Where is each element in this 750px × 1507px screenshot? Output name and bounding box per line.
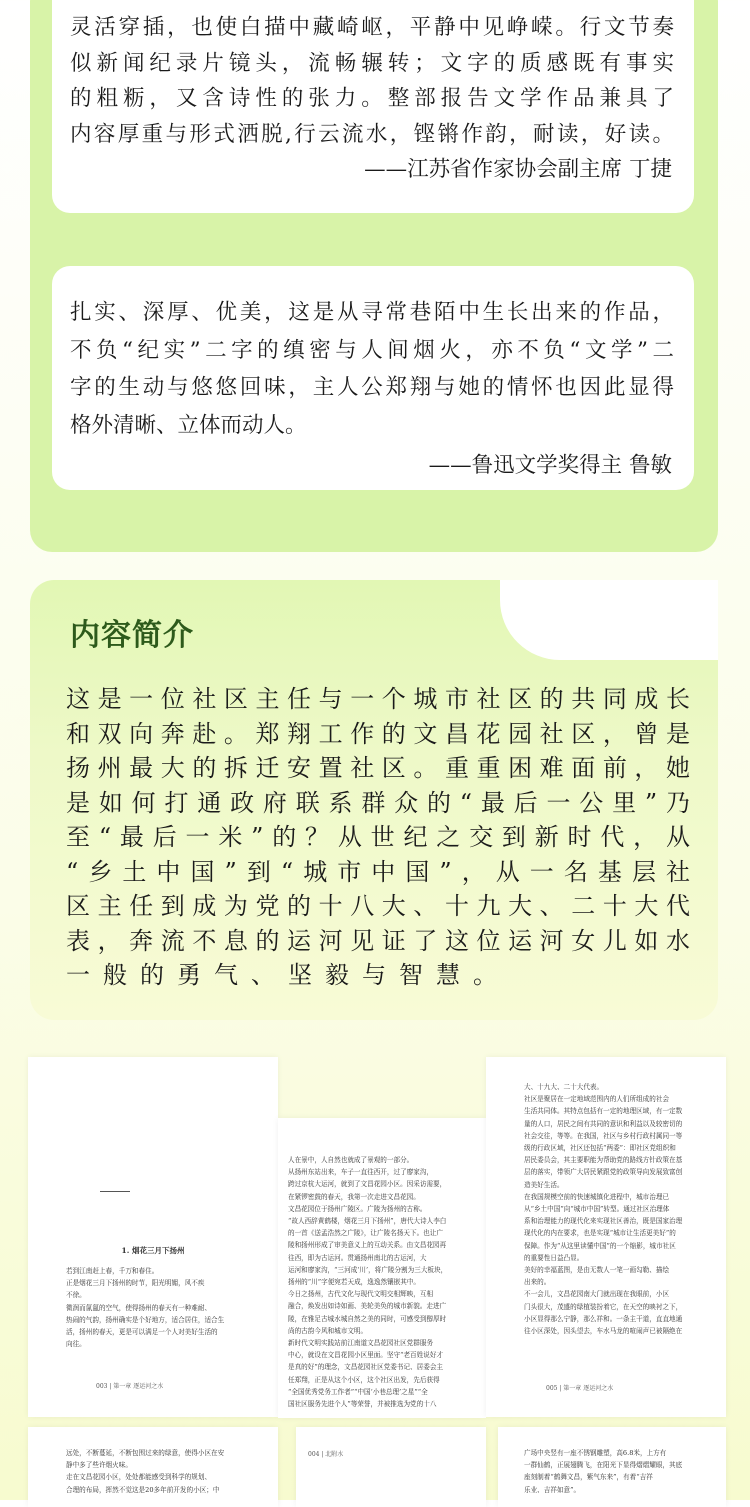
- page-line: 远处，不断蔓延，不断包围过来的绿意，使得小区在安: [66, 1449, 225, 1457]
- chapter-title: 1. 烟花三月下扬州: [121, 1246, 185, 1255]
- page-line: “全国优秀党务工作者”“中国‘小巷总理’之星”“全: [288, 1387, 428, 1396]
- quote-line: 不负“纪实”二字的缜密与人间烟火，亦不负“文学”二: [70, 337, 674, 363]
- quote-line: 内容厚重与形式洒脱,行云流水，铿锵作韵，耐读，好读。: [70, 121, 674, 147]
- page-line: 美好的幸福蓝图，是由无数人一笔一画勾勒、描绘: [524, 1266, 670, 1275]
- page-line: 往西，即为古运河。贯通扬州南北的古运河，大: [288, 1253, 427, 1262]
- page-line: 社会交往，等等。在我国，社区与乡村行政村属同一等: [524, 1131, 683, 1140]
- page-line: 系和治理能力的现代化来实现社区善治，既是国家治理: [524, 1217, 683, 1226]
- page-line: 今日之扬州，古代文化与现代文明交相辉映，互相: [288, 1290, 434, 1299]
- synopsis-section: [30, 580, 718, 1020]
- page-text-block: [288, 1154, 476, 1410]
- page-text-block: [524, 1081, 714, 1337]
- page-line: 国社区服务先进个人”等荣誉，并被推选为党的十八: [288, 1400, 437, 1409]
- page-line: 活，扬州的春天，更是可以满足一个人对美好生活的: [66, 1328, 218, 1337]
- page-line: 新时代文明实践站前江南道文昌花园社区党群服务: [288, 1339, 434, 1348]
- page-line: 造美好生活。: [524, 1180, 564, 1189]
- page-line: 往小区深处，因头望去，车水马龙的喧闹声已被隔绝在: [524, 1327, 683, 1336]
- page-line: 尚的古韵今风和城市文明。: [288, 1326, 368, 1335]
- page-line: “故人西辞黄鹤楼，烟花三月下扬州”，唐代大诗人李白: [288, 1217, 447, 1226]
- synopsis-line: 至“最后一米”的？从世纪之交到新时代，从: [66, 823, 690, 851]
- page-line: 走在文昌花园小区，处处都能感受到科学的规划、: [66, 1473, 212, 1482]
- quote-line: 的粗粝，又含诗性的张力。整部报告文学作品兼具了: [70, 86, 674, 111]
- quote-line: 格外清晰、立体而动人。: [70, 412, 307, 438]
- quote-attribution: ——江苏省作家协会副主席 丁捷: [364, 157, 672, 182]
- section-tab-notch: [500, 580, 718, 660]
- book-page-preview-bottom-right: [498, 1427, 726, 1507]
- quote-line: 灵活穿插，也使白描中藏崎岖，平静中见峥嵘。行文节奏: [70, 15, 674, 40]
- page-line: 从扬州东站出来，车子一直往西开，过了廖家沟，: [288, 1168, 434, 1177]
- page-line: 门头很大，茂盛的绿植装扮着它，在天空的映衬之下，: [524, 1302, 683, 1311]
- quote-line: 似新闻纪录片镜头，流畅辗转；文字的质感既有事实: [70, 50, 674, 76]
- quote-card-lu-min: [52, 266, 694, 490]
- page-line: 任郑翔，正是从这个小区，这个社区出发，先后获得: [288, 1375, 440, 1384]
- page-line: 向往。: [66, 1340, 86, 1349]
- page-line: 若到江南赶上春，千万和春住。: [66, 1267, 159, 1275]
- page-line: 一群仙鹤，正展翅腾飞，在阳光下显得熠熠耀眼，其底: [524, 1461, 683, 1470]
- page-line: 运河和廖家沟，“三河成‘川’，将广陵分割为三大板块，: [288, 1265, 448, 1274]
- page-line: 现代化的内在要求，也是实现“城市让生活更美好”的: [524, 1229, 676, 1238]
- page-line: 陵和扬州形成了审美意义上的互动关系。由文昌花园再: [288, 1241, 447, 1250]
- book-page-preview-middle: [278, 1118, 486, 1418]
- page-line: 在紧锣密鼓的春天，我第一次走进文昌花园。: [288, 1192, 420, 1201]
- book-page-preview-bottom-middle: [296, 1427, 486, 1507]
- page-line: 文昌花园位于扬州广陵区。广陵为扬州的古称。: [288, 1204, 427, 1213]
- page-line: 合理的布局，挥然不觉这是20多年前开发的小区；中: [66, 1485, 220, 1494]
- page-line: 静中多了些许烟火味。: [66, 1461, 132, 1470]
- page-line: 人在景中，人自然也就成了景观的一部分。: [288, 1156, 414, 1164]
- page-text-block: [66, 1447, 258, 1496]
- page-line: 级的行政区域，社区还包括“两委”：即社区党组织和: [524, 1144, 676, 1153]
- page-footer: 005 | 第一章 逐运河之水: [546, 1385, 614, 1392]
- page-line: 从“乡土中国”向“城市中国”转型。通过社区治理体: [524, 1205, 670, 1214]
- quote-line: 字的生动与悠悠回味，主人公郑翔与她的情怀也因此显得: [70, 375, 674, 400]
- quote-attribution: ——鲁迅文学奖得主 鲁敏: [428, 453, 672, 478]
- page-line: 座刻制着“鹤舞文昌，紫气东来”，有着“吉祥: [524, 1473, 653, 1482]
- page-line: 乐业、吉祥如意”。: [524, 1485, 581, 1494]
- page-text-block: [66, 1265, 258, 1350]
- page-footer: 004 | 北附水: [308, 1451, 344, 1458]
- synopsis-line: 这是一位社区主任与一个城市社区的共同成长: [66, 685, 690, 713]
- page-line: 广场中央竖有一座不锈钢雕塑，高6.8米，上方有: [524, 1449, 667, 1457]
- synopsis-line: 扬州最大的拆迁安置社区。重重困难面前，她: [66, 754, 690, 782]
- synopsis-line: 一般的勇气、坚毅与智慧。: [66, 961, 510, 989]
- page-line: 量的人口，居民之间有共同的意识和利益以及较密切的: [524, 1119, 683, 1128]
- page-line: 的一首《送孟浩然之广陵》，让广陵名扬天下。也让广: [288, 1229, 443, 1238]
- praise-panel: [30, 0, 718, 552]
- page-line: 大、十九大、二十大代表。: [524, 1083, 604, 1091]
- book-page-preview-bottom-left: [28, 1427, 278, 1507]
- page-line: 跨过京杭大运河，就到了文昌花园小区。因采访需要，: [288, 1180, 447, 1189]
- page-line: 生活共同体。其特点包括有一定的地理区域，有一定数: [524, 1107, 683, 1116]
- page-divider: [100, 1191, 130, 1192]
- page-line: 保障。作为“从这里读懂中国”的一个缩影，城市社区: [524, 1241, 676, 1250]
- synopsis-body: [66, 682, 690, 993]
- page-line: 正是烟花三月下扬州的时节，阳光明媚，风不疾: [66, 1279, 205, 1288]
- page-line: 是真的好”的理念，文昌花园社区党委书记、居委会主: [288, 1363, 444, 1372]
- page-line: 社区是聚居在一定地域范围内的人们所组成的社会: [524, 1095, 670, 1104]
- page-line: 扬州的“川”字便宛若天成，逸逸然镶嵌其中。: [288, 1278, 421, 1287]
- page-line: 在我国规模空前的快速城镇化进程中，城市治理已: [524, 1192, 670, 1201]
- synopsis-line: 是如何打通政府联系群众的“最后一公里”乃: [66, 788, 690, 817]
- page-line: 不徐。: [66, 1291, 86, 1300]
- page-text-block: [524, 1447, 714, 1496]
- synopsis-line: 和双向奔赴。郑翔工作的文昌花园社区，曾是: [66, 719, 690, 748]
- page-line: 小区显得那么宁静，那么祥和。一条主干道，直直地通: [524, 1314, 683, 1323]
- page-line: 陵，在雅足古城水城自然之美的同时，可感受到醇厚时: [288, 1314, 447, 1323]
- page-line: 不一会儿，文昌花园南大门就出现在我眼前，小区: [524, 1290, 670, 1299]
- section-title: 内容简介: [70, 618, 194, 653]
- page-footer: 003 | 第一章 逐运河之水: [96, 1383, 164, 1390]
- synopsis-line: 表，奔流不息的运河见证了这位运河女儿如水: [66, 926, 690, 955]
- page-line: 层的落实，带领广大居民紧跟党的政策导向发展致富创: [524, 1168, 683, 1177]
- quote-card-ding-jie: [52, 0, 694, 213]
- page-line: 微润而氤氲的空气，使得扬州的春天有一种难耐、: [66, 1303, 212, 1312]
- book-page-preview-left: [28, 1057, 278, 1417]
- quote-line: 扎实、深厚、优美，这是从寻常巷陌中生长出来的作品，: [70, 300, 674, 325]
- page-line: 的重要性日益凸显。: [524, 1253, 584, 1262]
- synopsis-line: 区主任到成为党的十八大、十九大、二十大代: [66, 892, 690, 920]
- page-line: 居民委员会，其主要职能为帮助党的路线方针政策在基: [524, 1156, 683, 1165]
- page-line: 融合，焕发出如诗如画、美轮美奂的城市新貌。走进广: [288, 1302, 447, 1311]
- synopsis-line: “乡土中国”到“城市中国”，从一名基层社: [66, 857, 690, 886]
- page-line: 热闹的气韵，扬州确实是个好地方，适合居住，适合生: [66, 1315, 225, 1324]
- page-line: 中心，就设在文昌花园小区里面。坚守“老百姓说好才: [288, 1351, 444, 1360]
- page-line: 出来的。: [524, 1278, 551, 1287]
- book-page-preview-right: [486, 1057, 726, 1417]
